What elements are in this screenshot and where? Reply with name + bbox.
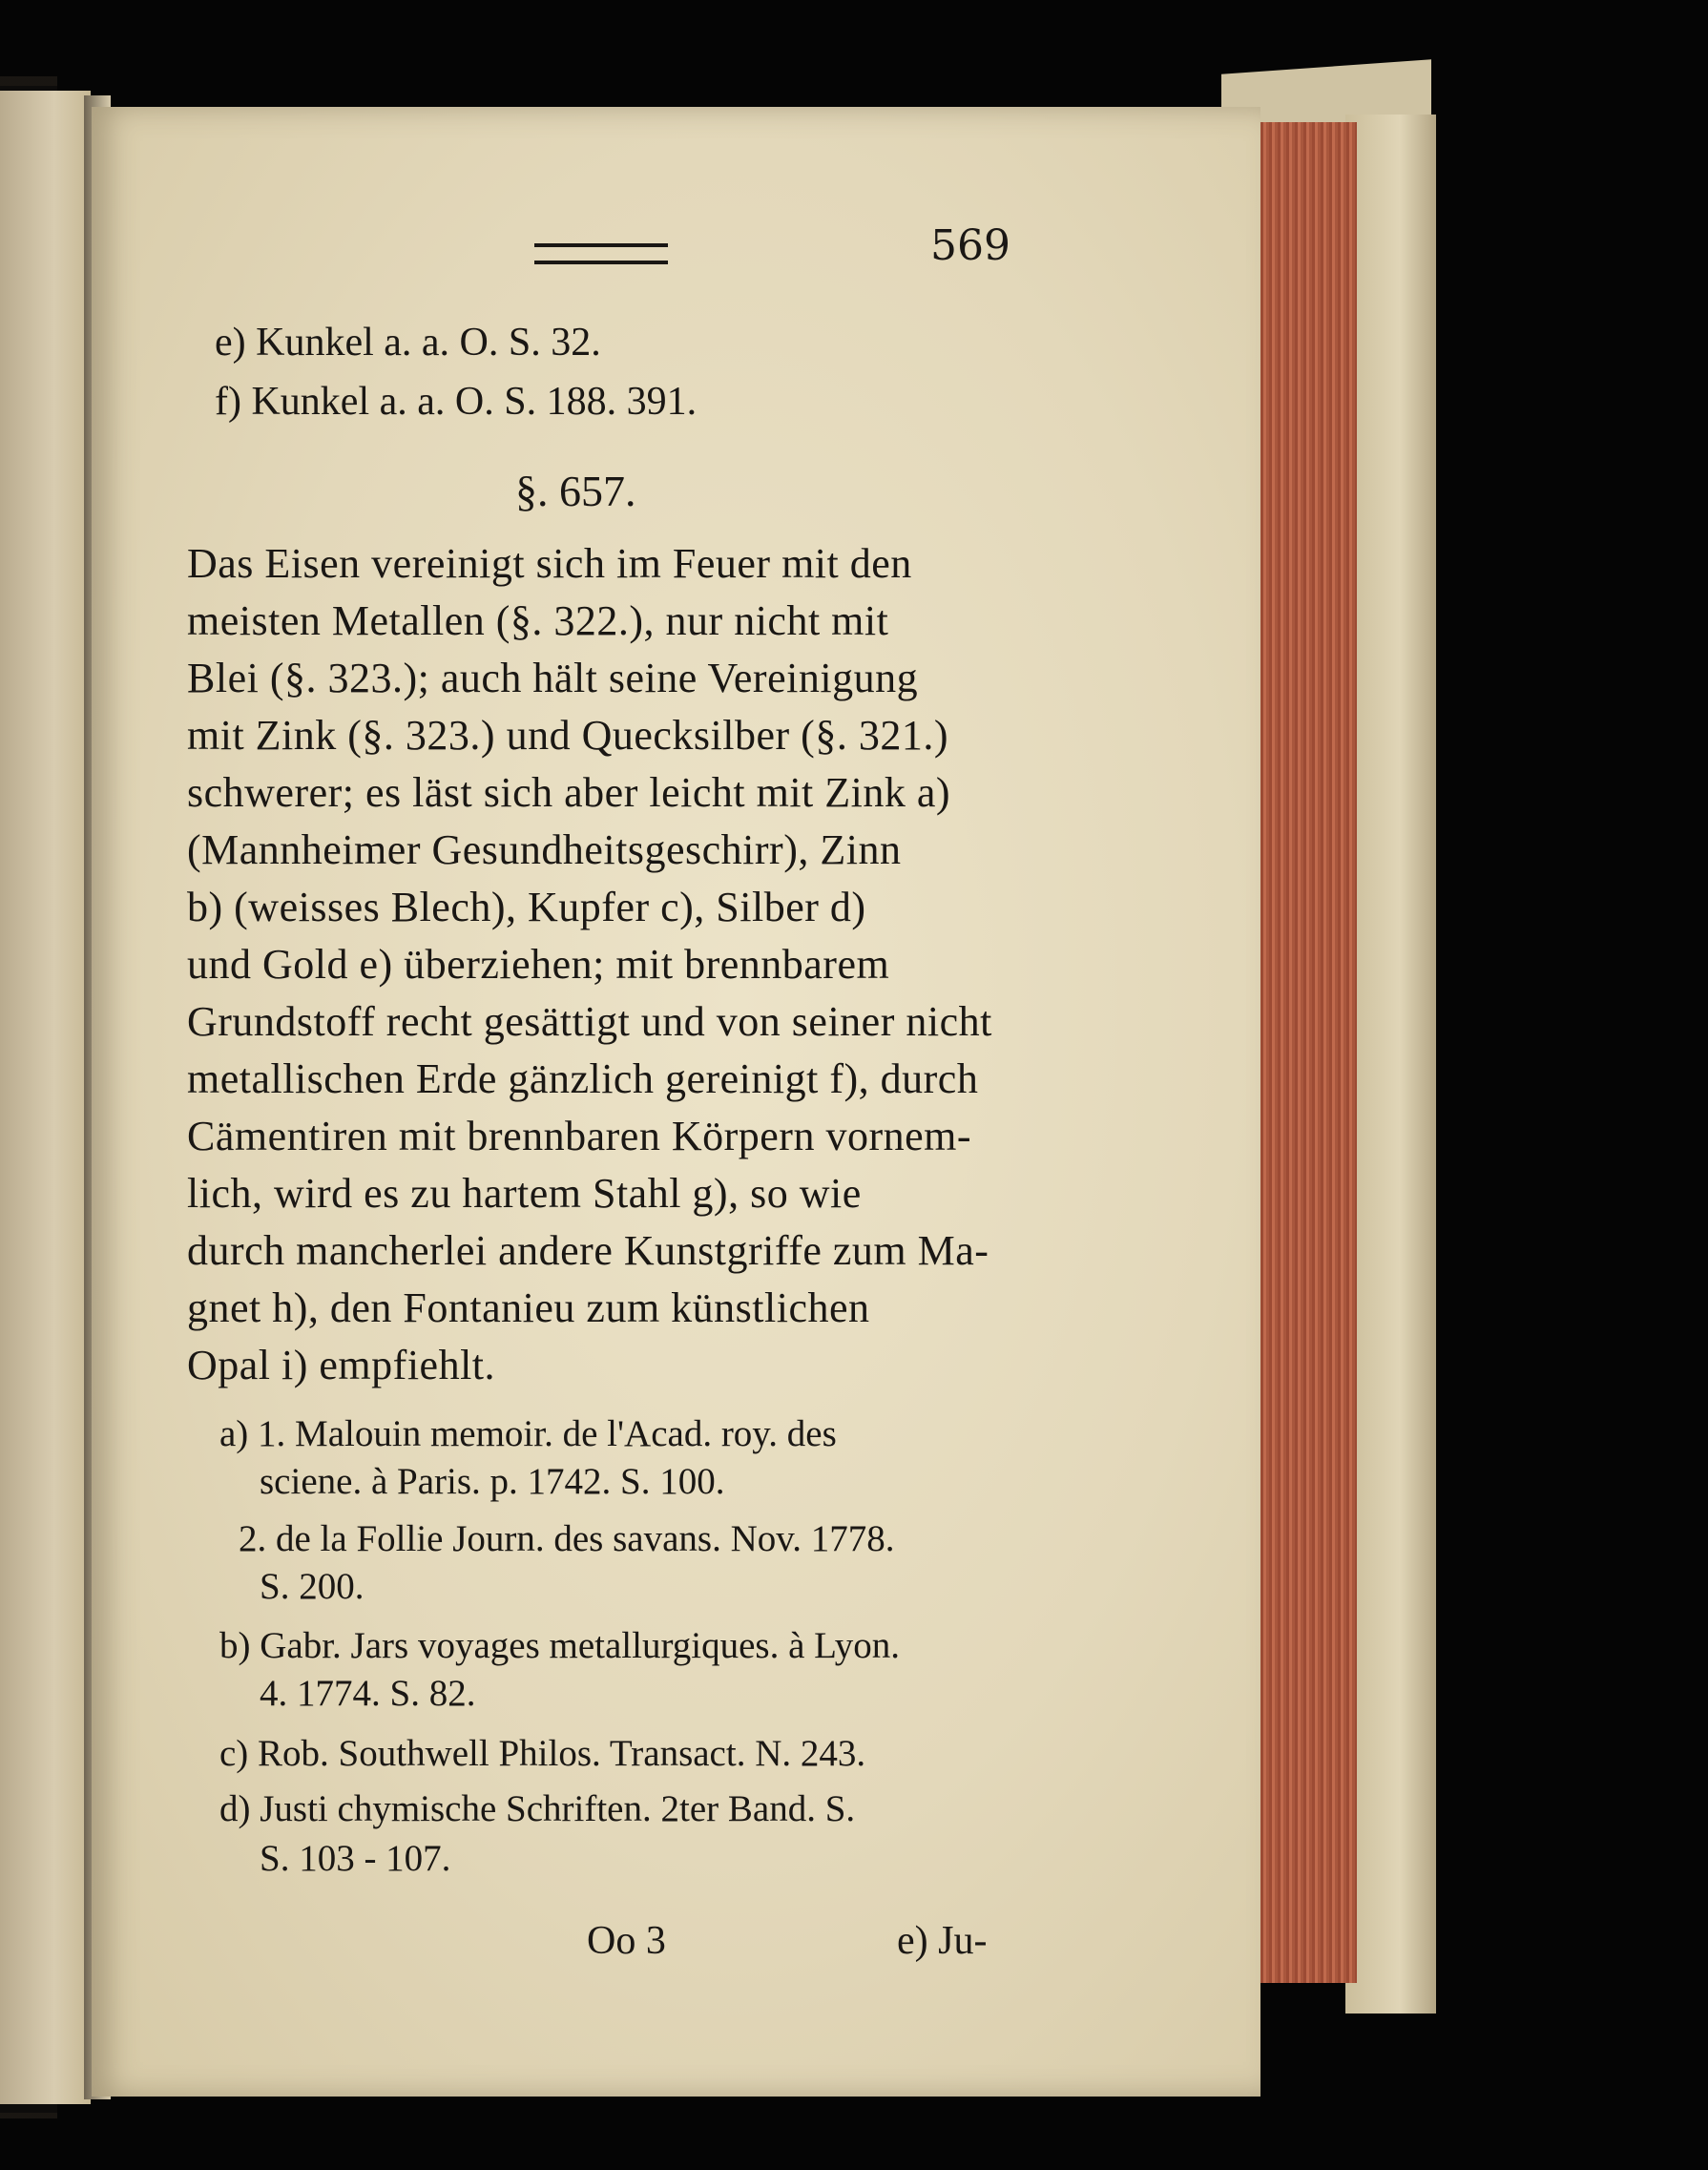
page-edges-red bbox=[1252, 122, 1357, 1983]
body-line: Cämentiren mit brennbaren Körpern vornem- bbox=[187, 1113, 971, 1159]
footnote-line: S. 200. bbox=[260, 1566, 365, 1607]
body-line: lich, wird es zu hartem Stahl g), so wie bbox=[187, 1170, 862, 1217]
catchword: e) Ju- bbox=[897, 1919, 988, 1963]
body-line: Blei (§. 323.); auch hält seine Vereinigung bbox=[187, 655, 919, 701]
section-heading: §. 657. bbox=[515, 467, 636, 515]
page-number: 569 bbox=[930, 221, 1010, 270]
body-line: und Gold e) überziehen; mit brennbarem bbox=[187, 941, 890, 988]
footnote-line: sciene. à Paris. p. 1742. S. 100. bbox=[260, 1461, 725, 1502]
header-rule bbox=[534, 243, 668, 264]
footnote-line: b) Gabr. Jars voyages metallurgiques. à Lyon. bbox=[219, 1625, 901, 1666]
body-line: Grundstoff recht gesättigt und von seiner nicht bbox=[187, 998, 992, 1045]
footnote-line: c) Rob. Southwell Philos. Transact. N. 243. bbox=[219, 1733, 866, 1774]
body-line: Das Eisen vereinigt sich im Feuer mit den bbox=[187, 540, 912, 587]
footnote-line: 4. 1774. S. 82. bbox=[260, 1673, 476, 1714]
footnote-line: 2. de la Follie Journ. des savans. Nov. 1778. bbox=[239, 1518, 895, 1559]
body-line: Opal i) empfiehlt. bbox=[187, 1342, 496, 1388]
body-line: meisten Metallen (§. 322.), nur nicht mit bbox=[187, 597, 889, 644]
body-line: b) (weisses Blech), Kupfer c), Silber d) bbox=[187, 884, 866, 930]
reference-line-f: f) Kunkel a. a. O. S. 188. 391. bbox=[215, 380, 698, 424]
left-page-fragment bbox=[0, 91, 91, 2104]
body-line: mit Zink (§. 323.) und Quecksilber (§. 321.) bbox=[187, 712, 948, 759]
body-line: gnet h), den Fontanieu zum künstlichen bbox=[187, 1284, 870, 1331]
footnote-line: a) 1. Malouin memoir. de l'Acad. roy. des bbox=[219, 1413, 837, 1454]
body-line: (Mannheimer Gesundheitsgeschirr), Zinn bbox=[187, 826, 902, 873]
book-cover-edge bbox=[1345, 115, 1436, 2014]
signature-mark: Oo 3 bbox=[587, 1919, 666, 1963]
body-line: metallischen Erde gänzlich gereinigt f), durch bbox=[187, 1055, 979, 1102]
reference-line-e: e) Kunkel a. a. O. S. 32. bbox=[215, 321, 601, 365]
body-line: schwerer; es läst sich aber leicht mit Zink a) bbox=[187, 769, 951, 816]
body-line: durch mancherlei andere Kunstgriffe zum Ma- bbox=[187, 1227, 989, 1274]
footnote-line: d) Justi chymische Schriften. 2ter Band. S. bbox=[219, 1788, 856, 1829]
footnote-line: S. 103 - 107. bbox=[260, 1838, 451, 1879]
